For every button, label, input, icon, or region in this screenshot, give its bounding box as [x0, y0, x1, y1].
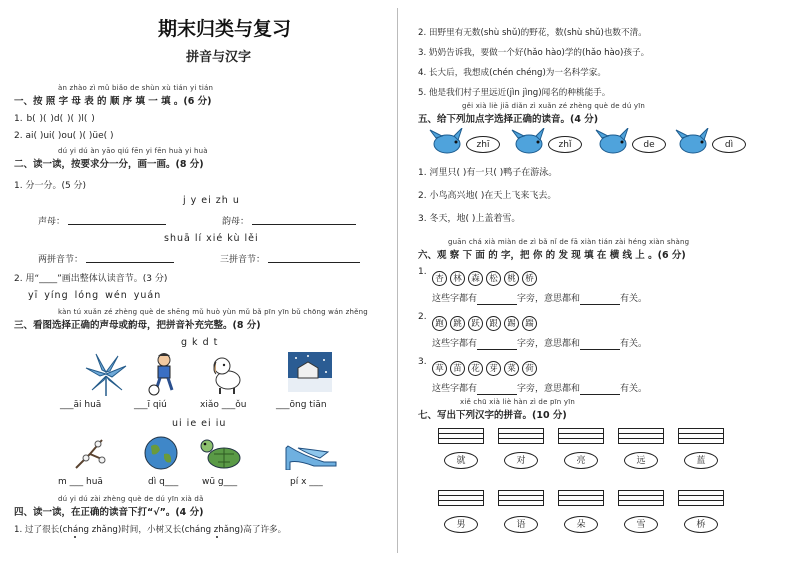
s5-heading: 五、给下列加点字选择正确的读音。(4 分) — [418, 114, 599, 125]
hanzi-oval: 亮 — [564, 452, 598, 469]
hanzi-oval: 对 — [504, 452, 538, 469]
meaning-blank[interactable] — [580, 294, 620, 305]
s7-pinyin: xiě chū xià liè hàn zì de pīn yīn — [460, 398, 575, 406]
s3-item-2[interactable]: ___ī qiú — [134, 400, 167, 410]
s3-item-3[interactable]: xiǎo ___ǒu — [200, 400, 247, 410]
s2-pinyin: dú yi dú àn yāo qiú fēn yi fēn huà yi huà — [58, 147, 208, 155]
s4-q3[interactable]: 3. 奶奶告诉我，要做一个好(hǎo hào)学的(hǎo hào)孩子。 — [418, 48, 650, 58]
sentence-part: 有关。 — [620, 294, 648, 304]
hanzi-oval: 男 — [444, 516, 478, 533]
char-circle: 芽 — [486, 361, 501, 376]
s5-q3[interactable]: 3. 冬天，地( )上盖着雪。 — [418, 214, 521, 224]
s5-q1[interactable]: 1. 河里只( )有一只( )鸭子在游泳。 — [418, 168, 558, 178]
hanzi-oval: 桥 — [684, 516, 718, 533]
sanpin-blank[interactable] — [268, 262, 360, 263]
char-circle: 跑 — [432, 316, 447, 331]
liangpin-blank[interactable] — [86, 262, 174, 263]
hanzi-oval: 就 — [444, 452, 478, 469]
group-2: 2. — [418, 312, 427, 322]
boy-ball-picture — [146, 352, 180, 396]
flower-picture — [82, 352, 130, 398]
pinyin-writing-grid[interactable] — [678, 490, 724, 506]
sentence-part: 这些字都有 — [432, 339, 478, 349]
s3-item-4[interactable]: ___ōng tiān — [276, 400, 327, 410]
s2-letters3: yī yíng lóng wén yuán — [28, 290, 162, 301]
bird-option-3: de — [632, 136, 666, 153]
char-circle: 跟 — [486, 316, 501, 331]
sentence-part: 这些字都有 — [432, 294, 478, 304]
hanzi-oval: 语 — [504, 516, 538, 533]
radical-blank[interactable] — [477, 339, 517, 350]
char-circle: 桥 — [522, 271, 537, 286]
char-circle: 林 — [450, 271, 465, 286]
char-circle: 森 — [468, 271, 483, 286]
pinyin-writing-grid[interactable] — [498, 428, 544, 444]
high-heel-picture — [284, 436, 340, 470]
s3-item-6[interactable]: dì q___ — [148, 477, 179, 487]
s7-heading: 七、写出下列汉字的拼音。(10 分) — [418, 410, 567, 421]
char-circle: 跳 — [450, 316, 465, 331]
s4-q5[interactable]: 5. 他是我们村子里远近(jìn jìng)闻名的种桃能手。 — [418, 88, 611, 98]
hanzi-oval: 雪 — [624, 516, 658, 533]
s4-pinyin: dú yi dú zài zhèng què de dú yīn xià dǎ — [58, 495, 204, 503]
winter-house-picture — [288, 352, 332, 392]
hanzi-oval: 远 — [624, 452, 658, 469]
emphasis-dot — [74, 536, 76, 538]
radical-blank[interactable] — [477, 384, 517, 395]
s1-heading: 一、按 照 字 母 表 的 顺 序 填 一 填 。(6 分) — [14, 96, 212, 107]
meaning-blank[interactable] — [580, 339, 620, 350]
s5-pinyin: gěi xià liè jiā diǎn zì xuǎn zé zhèng què de dú yīn — [462, 102, 646, 110]
s3-pinyin: kàn tú xuǎn zé zhèng què de shēng mǔ huò yùn mǔ bǎ pīn yīn bǔ chōng wán zhěng — [58, 308, 368, 316]
yunmu-blank[interactable] — [252, 224, 356, 225]
shengmu-blank[interactable] — [68, 224, 166, 225]
s4-q1[interactable]: 1. 过了很长(cháng zhǎng)时间，小树又长(cháng zhǎng)高了许多。 — [14, 525, 287, 535]
s3-choices2: ui ie ei iu — [172, 418, 227, 429]
char-circle: 踢 — [504, 316, 519, 331]
s3-item-8[interactable]: pí x ___ — [290, 477, 323, 487]
page-title: 期末归类与复习 — [158, 18, 292, 40]
s1-row2[interactable]: 2. ai( )ui( )ou( )( )üe( ) — [14, 131, 114, 141]
char-group-3 — [432, 356, 540, 376]
label-sanpin: 三拼音节： — [220, 255, 266, 265]
char-group-2 — [432, 311, 540, 331]
bird-option-1: zhī — [466, 136, 500, 153]
s2-letters2: shuā lí xié kù lěi — [164, 233, 259, 244]
s2-q2: 2. 用“____”画出整体认读音节。(3 分) — [14, 274, 168, 284]
s6-sentence-3 — [432, 381, 647, 395]
sentence-part: 这些字都有 — [432, 384, 478, 394]
char-circle: 跃 — [468, 316, 483, 331]
pinyin-writing-grid[interactable] — [678, 428, 724, 444]
group-3: 3. — [418, 357, 427, 367]
char-circle: 桃 — [504, 271, 519, 286]
s1-row1[interactable]: 1. b( )( )d( )( )l( ) — [14, 114, 95, 124]
char-circle: 苗 — [450, 361, 465, 376]
turtle-picture — [198, 436, 248, 472]
s6-sentence-1 — [432, 291, 647, 305]
hanzi-oval: 朵 — [564, 516, 598, 533]
s3-item-7[interactable]: wū g___ — [202, 477, 238, 487]
sentence-part: 有关。 — [620, 384, 648, 394]
s1-pinyin: àn zhào zì mǔ biǎo de shùn xù tián yi tián — [58, 84, 214, 92]
char-circle: 草 — [432, 361, 447, 376]
s6-pinyin: guān chá xià miàn de zì bǎ nǐ de fā xiàn tián zài héng xiàn shàng — [448, 238, 690, 246]
pinyin-writing-grid[interactable] — [438, 490, 484, 506]
label-liangpin: 两拼音节： — [38, 255, 84, 265]
s3-item-1[interactable]: ___āi huā — [60, 400, 102, 410]
meaning-blank[interactable] — [580, 384, 620, 395]
hanzi-oval: 蓝 — [684, 452, 718, 469]
char-circle: 杏 — [432, 271, 447, 286]
pinyin-writing-grid[interactable] — [558, 428, 604, 444]
s3-choices1: g k d t — [181, 337, 219, 348]
pinyin-writing-grid[interactable] — [498, 490, 544, 506]
dog-picture — [208, 354, 248, 396]
globe-picture — [142, 434, 180, 472]
s2-heading: 二、读一读，按要求分一分，画一画。(8 分) — [14, 159, 204, 170]
right-column — [398, 0, 794, 561]
s4-q4[interactable]: 4. 长大后，我想成(chén chéng)为一名科学家。 — [418, 68, 606, 78]
char-circle: 踹 — [522, 316, 537, 331]
bird-option-4: dì — [712, 136, 746, 153]
char-circle: 菜 — [504, 361, 519, 376]
char-circle: 花 — [468, 361, 483, 376]
bird-icon — [428, 128, 466, 158]
bird-icon — [594, 128, 632, 158]
label-shengmu: 声母： — [38, 217, 66, 227]
bird-icon — [510, 128, 548, 158]
s5-q2[interactable]: 2. 小鸟高兴地( )在天上飞来飞去。 — [418, 191, 557, 201]
sentence-part: 字旁，意思都和 — [517, 339, 581, 349]
s4-q2[interactable]: 2. 田野里有无数(shù shǔ)的野花，数(shù shǔ)也数不清。 — [418, 28, 647, 38]
plum-blossom-picture — [72, 434, 110, 472]
char-circle: 松 — [486, 271, 501, 286]
sentence-part: 字旁，意思都和 — [517, 294, 581, 304]
s2-letters1: j y ei zh u — [183, 195, 240, 206]
char-circle: 荷 — [522, 361, 537, 376]
s3-item-5[interactable]: m ___ huā — [58, 477, 103, 487]
radical-blank[interactable] — [477, 294, 517, 305]
s3-heading: 三、看图选择正确的声母或韵母，把拼音补充完整。(8 分) — [14, 320, 261, 331]
pinyin-writing-grid[interactable] — [618, 428, 664, 444]
pinyin-writing-grid[interactable] — [438, 428, 484, 444]
pinyin-writing-grid[interactable] — [618, 490, 664, 506]
bird-icon — [674, 128, 712, 158]
s6-heading: 六、观 察 下 面 的 字，把 你 的 发 现 填 在 横 线 上 。(6 分) — [418, 250, 686, 261]
char-group-1 — [432, 266, 540, 286]
sentence-part: 有关。 — [620, 339, 648, 349]
label-yunmu: 韵母： — [222, 217, 250, 227]
emphasis-dot — [216, 536, 218, 538]
group-1: 1. — [418, 267, 427, 277]
pinyin-writing-grid[interactable] — [558, 490, 604, 506]
page-subtitle: 拼音与汉字 — [186, 50, 252, 65]
s2-q1: 1. 分一分。(5 分) — [14, 181, 87, 191]
bird-option-2: zhǐ — [548, 136, 582, 153]
s6-sentence-2 — [432, 336, 647, 350]
sentence-part: 字旁，意思都和 — [517, 384, 581, 394]
s4-heading: 四、读一读，在正确的读音下打“√”。(4 分) — [14, 507, 204, 518]
